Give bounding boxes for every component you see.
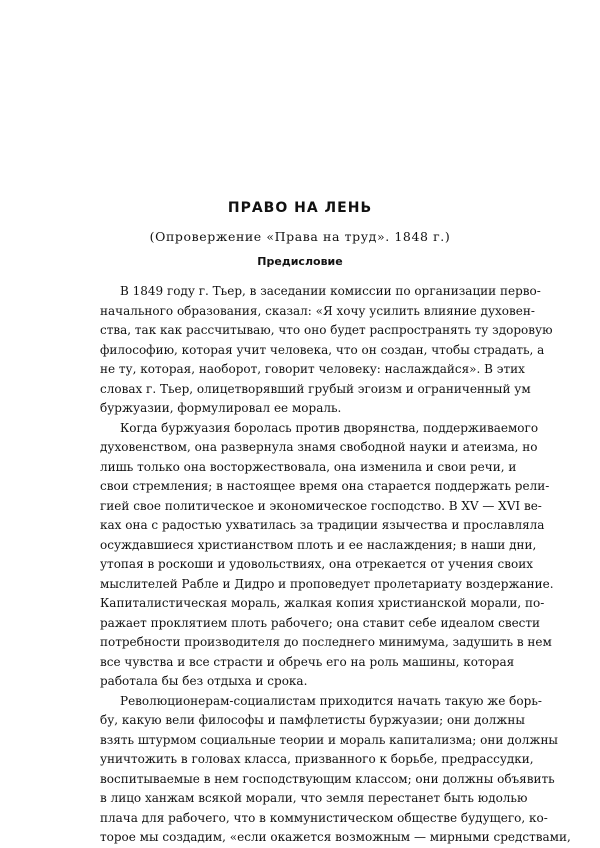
text-line: уничтожить в головах класса, призванного к борьбе, предрассудки, <box>100 752 534 766</box>
page-title: ПРАВО НА ЛЕНЬ <box>227 200 373 216</box>
text-line: ражает проклятием плоть рабочего; она ставит себе идеалом свести <box>100 615 541 630</box>
text-line: Когда буржуазия боролась против дворянства, поддерживаемого <box>120 420 539 435</box>
text-line: философию, которая учит человека, что он создан, чтобы страдать, а <box>100 342 545 357</box>
text-line: словах г. Тьер, олицетворявший грубый эгоизм и ограниченный ум <box>100 381 531 396</box>
body-text <box>100 282 571 848</box>
text-line: Революционерам-социалистам приходится начать такую же борь- <box>120 693 542 708</box>
page-subtitle: (Опровержение «Права на труд». 1848 г.) <box>149 229 451 244</box>
text-line: Капиталистическая мораль, жалкая копия христианской морали, по- <box>100 596 545 610</box>
text-line: все чувства и все страсти и обречь его на роль машины, которая <box>100 654 515 669</box>
text-line: работала бы без отдыха и срока. <box>100 674 308 688</box>
text-line: осуждавшиеся христианством плоть и ее наслаждения; в наши дни, <box>100 537 537 552</box>
text-line: гией свое политическое и экономическое господство. В XV — XVI ве- <box>100 498 542 513</box>
text-line: духовенством, она развернула знамя свободной науки и атеизма, но <box>100 440 538 454</box>
text-line: в лицо ханжам всякой морали, что земля перестанет быть юдолью <box>100 791 528 805</box>
text-line: мыслителей Рабле и Дидро и проповедует пролетариату воздержание. <box>100 576 554 591</box>
section-heading: Предисловие <box>257 255 343 268</box>
text-line: взять штурмом социальные теории и мораль капитализма; они должны <box>100 732 558 747</box>
text-line: свои стремления; в настоящее время она старается поддержать рели- <box>100 479 550 493</box>
text-line: ках она с радостью ухватилась за традиции язычества и прославляла <box>100 518 545 532</box>
text-line: утопая в роскоши и удовольствиях, она отрекается от учения своих <box>100 557 534 571</box>
text-line: не ту, которая, наоборот, говорит человеку: наслаждайся». В этих <box>100 362 525 376</box>
text-line: лишь только она восторжествовала, она изменила и свои речи, и <box>100 459 517 474</box>
text-line: плача для рабочего, что в коммунистическом обществе будущего, ко- <box>100 810 548 825</box>
text-line: потребности производителя до последнего минимума, задушить в нем <box>100 635 552 649</box>
text-line: торое мы создадим, «если окажется возможным — мирными средствами, <box>100 830 571 844</box>
text-line: ства, так как рассчитываю, что оно будет распространять ту здоровую <box>100 323 553 337</box>
text-line: воспитываемые в нем господствующим классом; они должны объявить <box>100 771 555 786</box>
text-line: бу, какую вели философы и памфлетисты буржуазии; они должны <box>100 713 525 727</box>
text-line: В 1849 году г. Тьер, в заседании комиссии по организации перво- <box>120 284 541 298</box>
text-line: буржуазии, формулировал ее мораль. <box>100 401 342 415</box>
text-line: начального образования, сказал: «Я хочу усилить влияние духовен- <box>100 303 535 318</box>
